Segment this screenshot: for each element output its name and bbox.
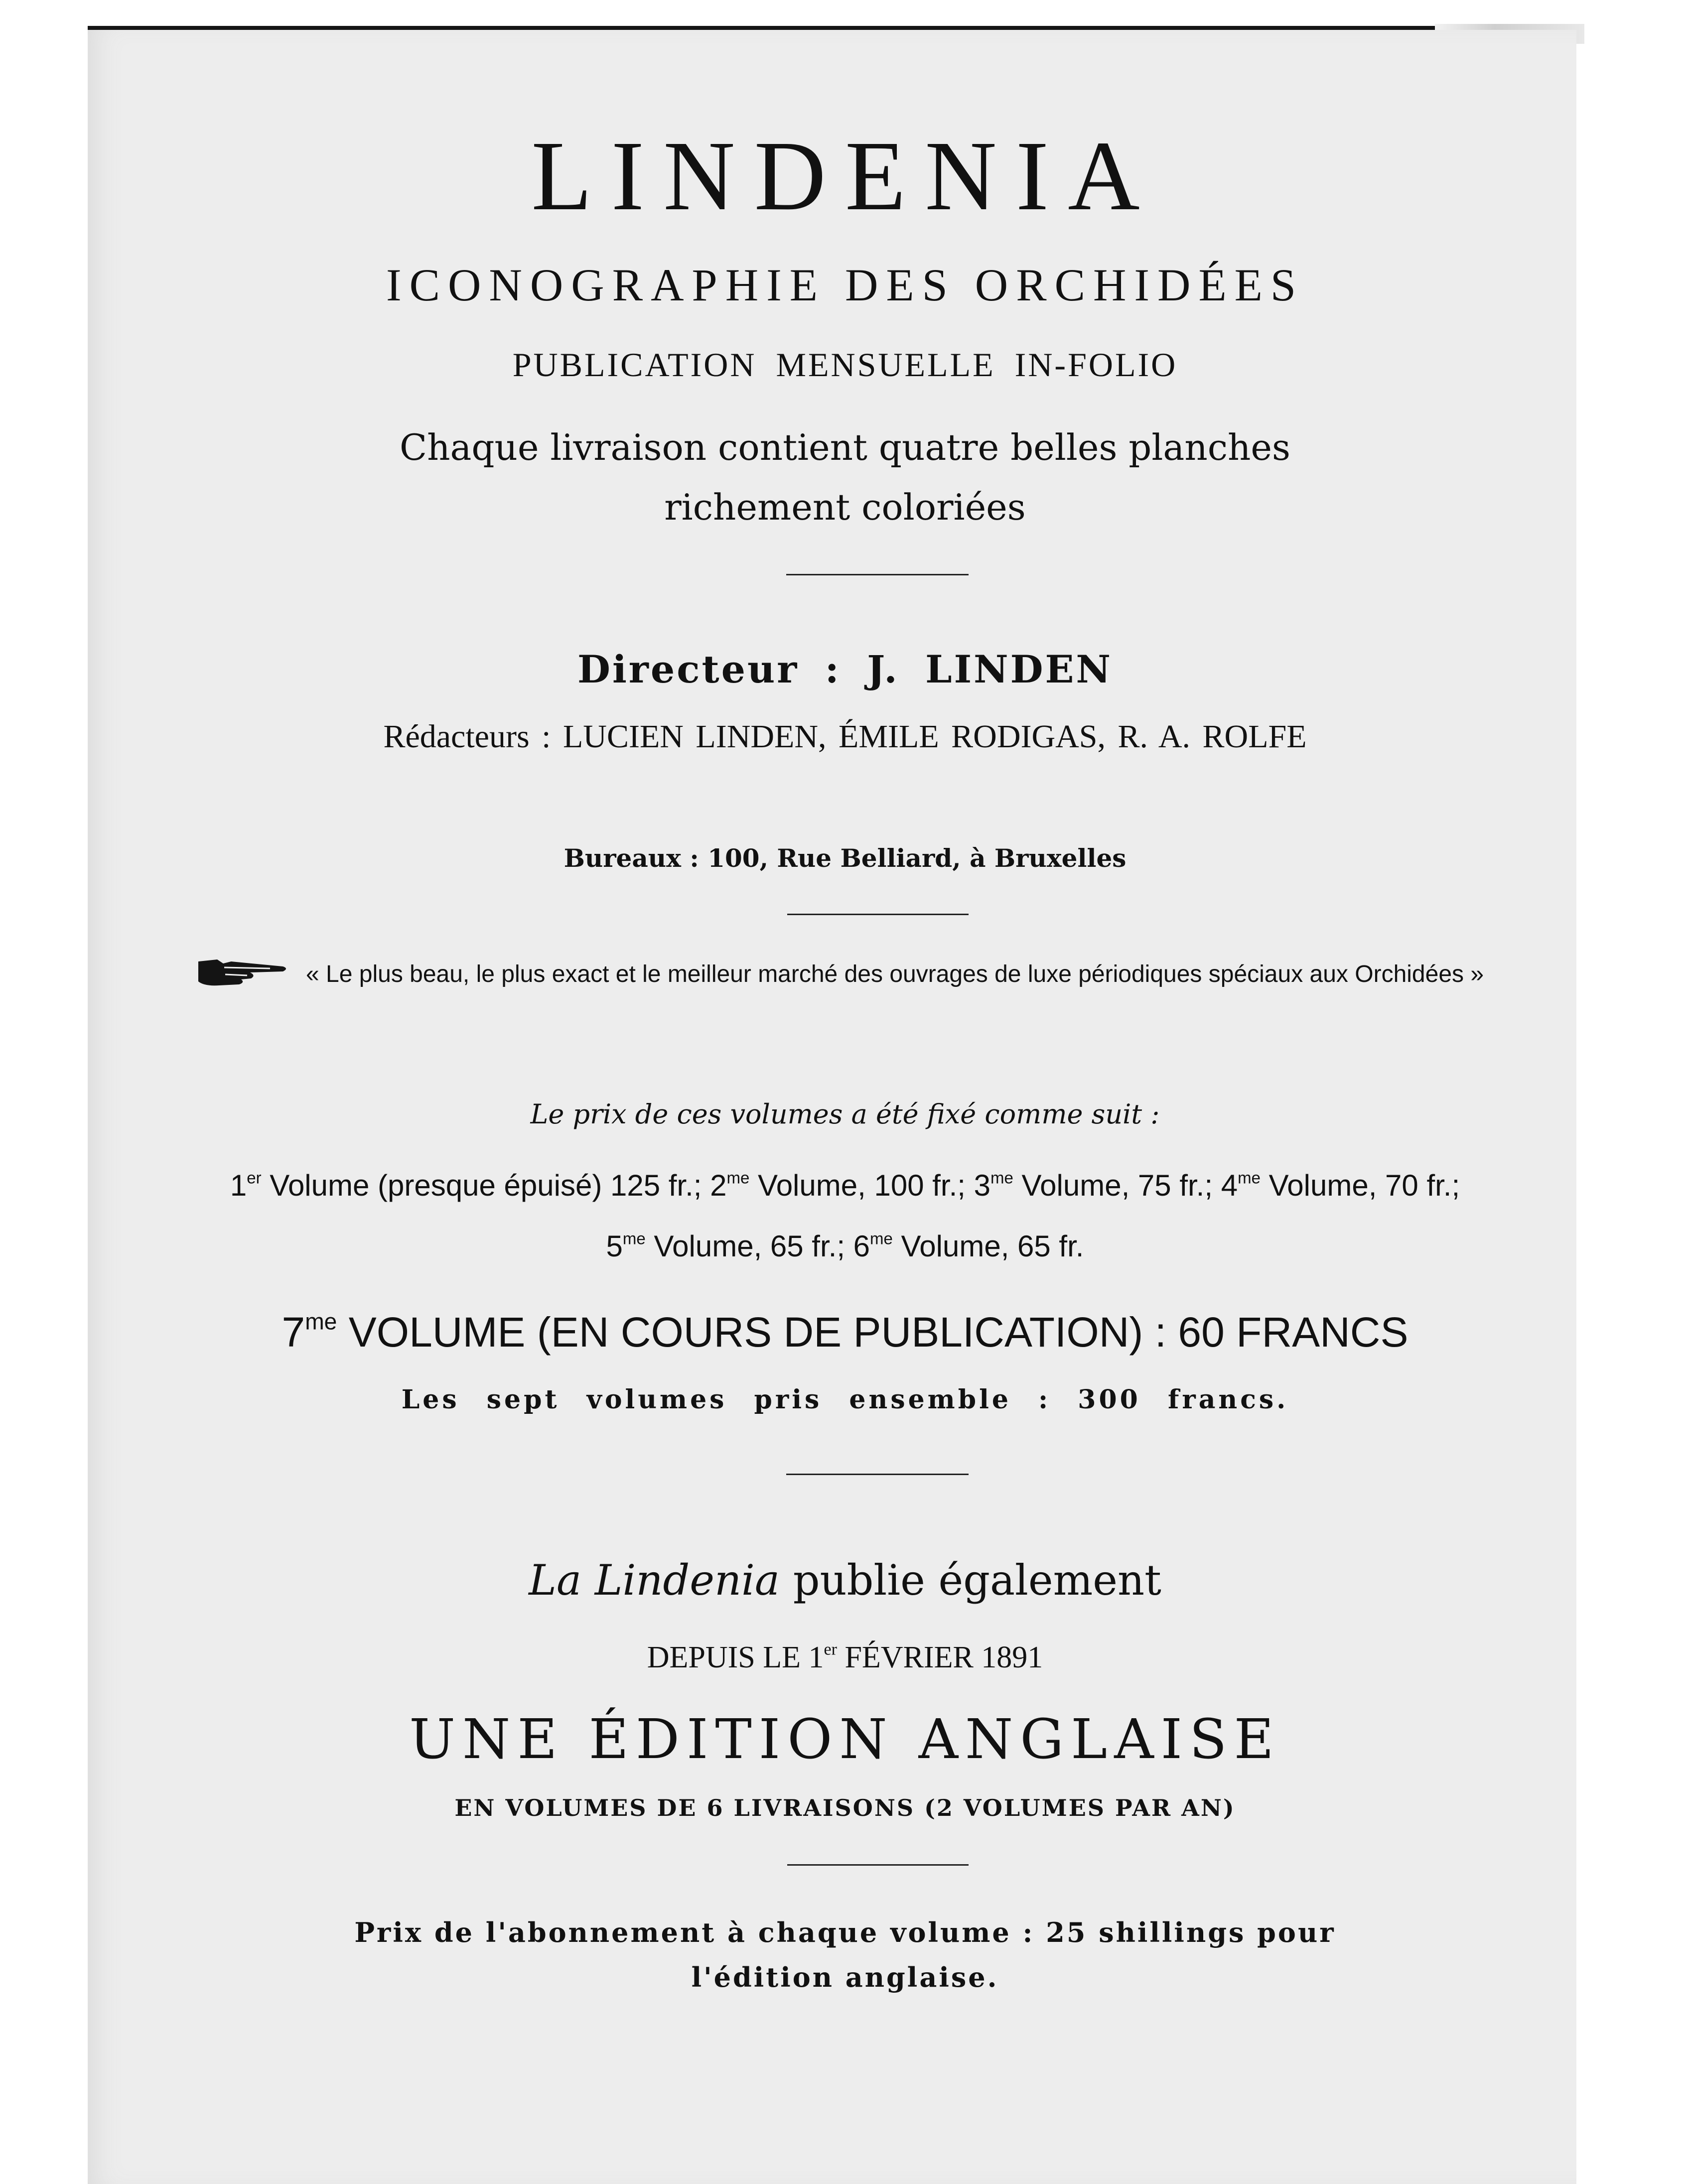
page-title: LINDENIA <box>531 121 1159 231</box>
since-date: DEPUIS LE 1er FÉVRIER 1891 <box>647 1640 1043 1674</box>
description-line-1: Chaque livraison contient quatre belles planches <box>400 426 1290 468</box>
divider-2 <box>787 914 969 915</box>
description-line-2: richement coloriées <box>664 486 1026 528</box>
subtitle: ICONOGRAPHIE DES ORCHIDÉES <box>386 260 1304 310</box>
pointing-hand-icon <box>195 956 290 988</box>
english-edition-heading: La Lindenia publie également <box>529 1556 1161 1605</box>
subscription-price-line-2: l'édition anglaise. <box>691 1961 999 1993</box>
volume-prices-line-2: $5^{me}$ Volume, 65 fr.; $6^{me}$ Volume, 65 fr. <box>606 1229 1084 1263</box>
subscription-price-line-1: Prix de l'abonnement à chaque volume : 25 shillings pour <box>354 1916 1336 1948</box>
volume-7-price: $7^{me}$ VOLUME (EN COURS DE PUBLICATION) : 60 FRANCS <box>282 1308 1408 1356</box>
editors: Rédacteurs : LUCIEN LINDEN, ÉMILE RODIGAS, R. A. ROLFE <box>383 718 1307 755</box>
publication-frequency: PUBLICATION MENSUELLE IN-FOLIO <box>512 346 1178 384</box>
offices-address: Bureaux : 100, Rue Belliard, à Bruxelles <box>563 843 1127 873</box>
divider-4 <box>787 1864 969 1866</box>
top-border-line <box>88 26 1562 30</box>
volume-prices-line-1: 1er Volume (presque épuisé) 125 fr.; $2^{me}$ Volume, 100 fr.; $3^{me}$ Volume, 75 fr.; $4^{me}$ Volume, 70 fr.; <box>230 1168 1460 1202</box>
volumes-info: EN VOLUMES DE 6 LIVRAISONS (2 VOLUMES PAR AN) <box>454 1794 1236 1821</box>
quote-text: « Le plus beau, le plus exact et le meilleur marché des ouvrages de luxe périodiques spéciaux aux Orchidées » <box>306 961 1484 987</box>
director: Directeur : J. LINDEN <box>577 647 1113 691</box>
all-volumes-price: Les sept volumes pris ensemble : 300 francs. <box>401 1384 1289 1415</box>
divider-1 <box>786 574 969 575</box>
price-intro: Le prix de ces volumes a été fixé comme suit : <box>530 1098 1160 1130</box>
english-edition-title: UNE ÉDITION ANGLAISE <box>409 1707 1281 1771</box>
divider-3 <box>786 1474 969 1475</box>
